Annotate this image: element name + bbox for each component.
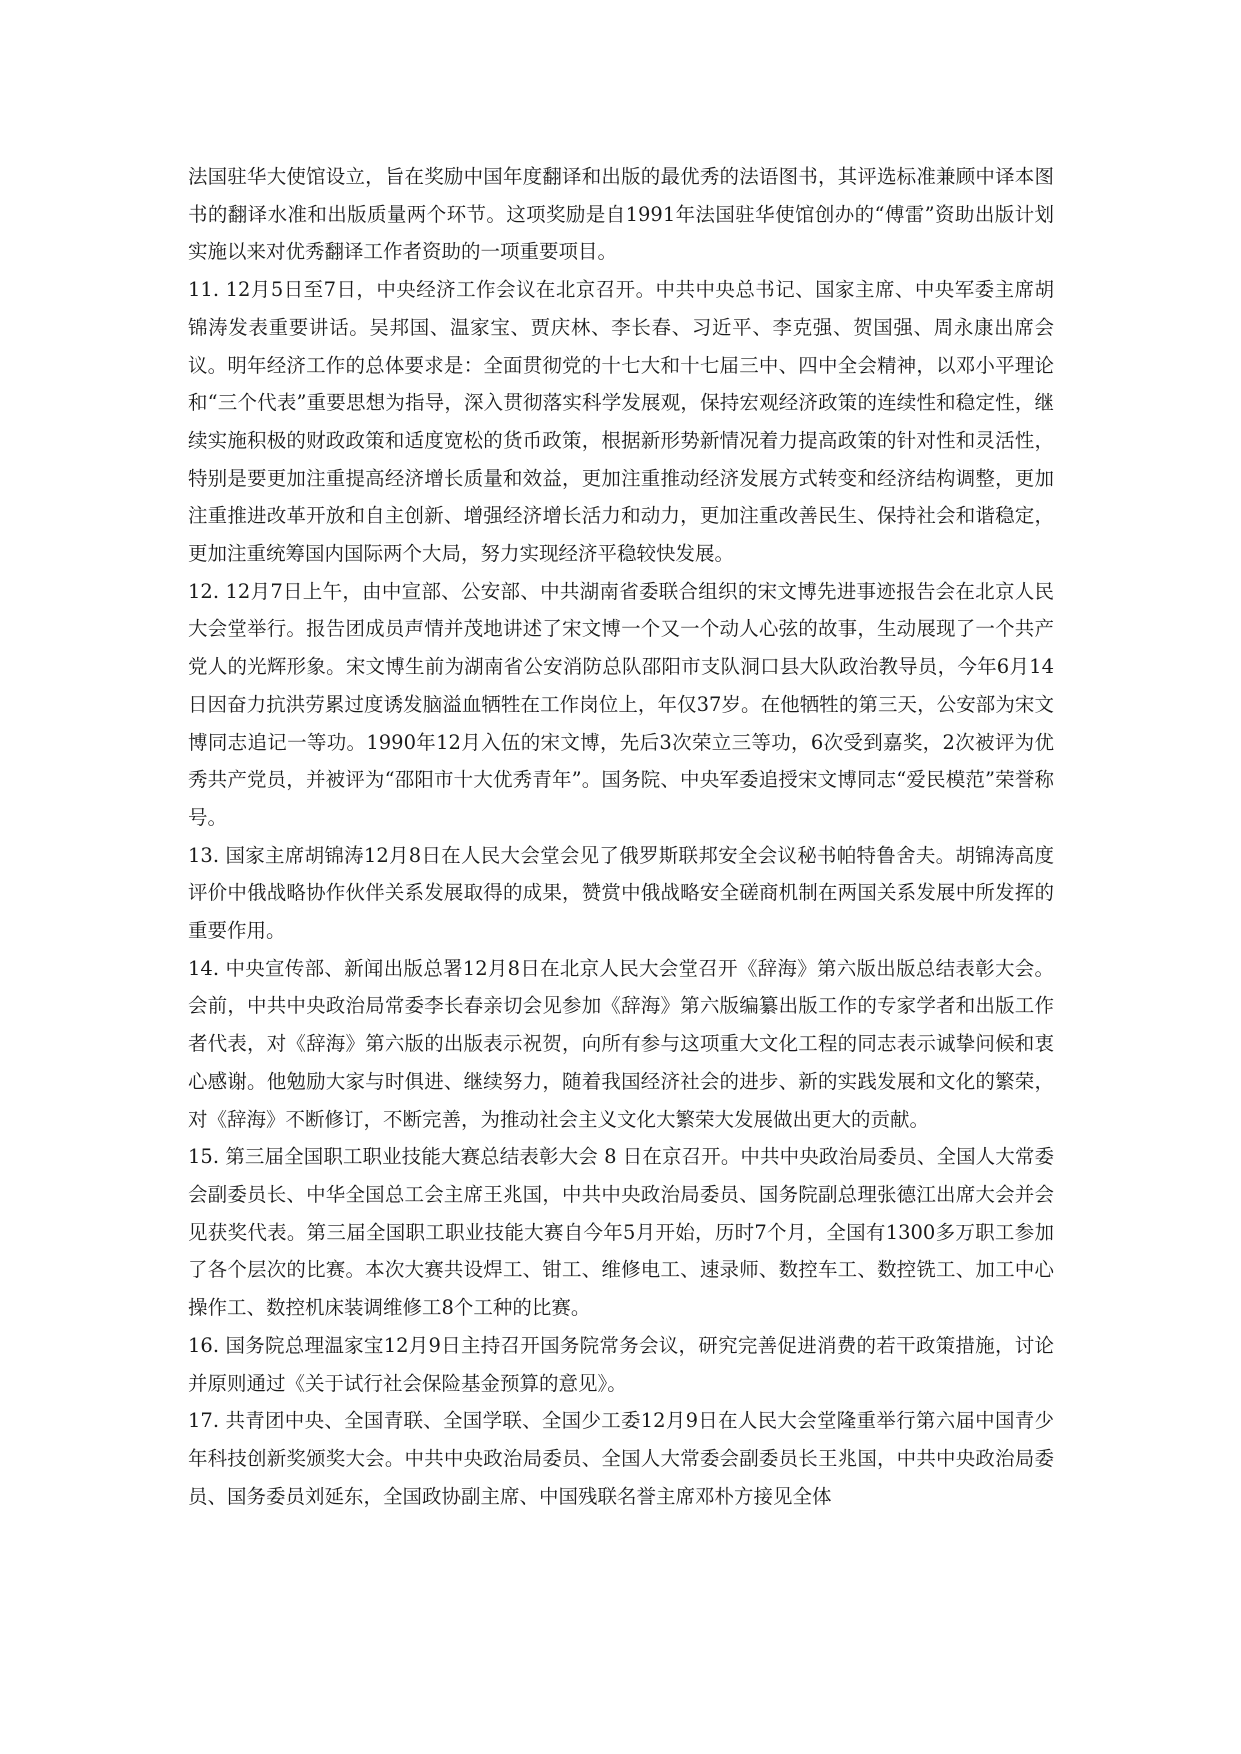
body-text xyxy=(188,158,1054,1515)
paragraph-item-13: 13. 国家主席胡锦涛12月8日在人民大会堂会见了俄罗斯联邦安全会议秘书帕特鲁舍夫。胡锦涛高度评价中俄战略协作伙伴关系发展取得的成果，赞赏中俄战略安全磋商机制在两国关系发展中所发挥的重要作用。 xyxy=(188,843,1054,943)
paragraph-fu-lei-award: 法国驻华大使馆设立，旨在奖励中国年度翻译和出版的最优秀的法语图书，其评选标准兼顾中译本图书的翻译水准和出版质量两个环节。这项奖励是自1991年法国驻华使馆创办的“傅雷”资助出版计划实施以来对优秀翻译工作者资助的一项重要项目。 xyxy=(188,165,1054,264)
paragraph-item-14: 14. 中央宣传部、新闻出版总署12月8日在北京人民大会堂召开《辞海》第六版出版总结表彰大会。会前，中共中央政治局常委李长春亲切会见参加《辞海》第六版编纂出版工作的专家学者和出版工作者代表，对《辞海》第六版的出版表示祝贺，向所有参与这项重大文化工程的同志表示诚挚问候和衷心感谢。他勉励大家与时俱进、继续努力，随着我国经济社会的进步、新的实践发展和文化的繁荣，对《辞海》不断修订，不断完善，为推动社会主义文化大繁荣大发展做出更大的贡献。 xyxy=(188,956,1054,1131)
paragraph-item-11: 11. 12月5日至7日，中央经济工作会议在北京召开。中共中央总书记、国家主席、中央军委主席胡锦涛发表重要讲话。吴邦国、温家宝、贾庆林、李长春、习近平、李克强、贺国强、周永康出席会议。明年经济工作的总体要求是：全面贯彻党的十七大和十七届三中、四中全会精神，以邓小平理论和“三个代表”重要思想为指导，深入贯彻落实科学发展观，保持宏观经济政策的连续性和稳定性，继续实施积极的财政政策和适度宽松的货币政策，根据新形势新情况着力提高政策的针对性和灵活性，特别是要更加注重提高经济增长质量和效益，更加注重推动经济发展方式转变和经济结构调整，更加注重推进改革开放和自主创新、增强经济增长活力和动力，更加注重改善民生、保持社会和谐稳定，更加注重统筹国内国际两个大局，努力实现经济平稳较快发展。 xyxy=(188,278,1054,566)
paragraph-item-12: 12. 12月7日上午，由中宣部、公安部、中共湖南省委联合组织的宋文博先进事迹报告会在北京人民大会堂举行。报告团成员声情并茂地讲述了宋文博一个又一个动人心弦的故事，生动展现了一个共产党人的光辉形象。宋文博生前为湖南省公安消防总队邵阳市支队洞口县大队政治教导员，今年6月14日因奋力抗洪劳累过度诱发脑溢血牺牲在工作岗位上，年仅37岁。在他牺牲的第三天，公安部为宋文博同志追记一等功。1990年12月入伍的宋文博，先后3次荣立三等功，6次受到嘉奖，2次被评为优秀共产党员，并被评为“邵阳市十大优秀青年”。国务院、中央军委追授宋文博同志“爱民模范”荣誉称号。 xyxy=(188,579,1054,829)
paragraph-item-15: 15. 第三届全国职工职业技能大赛总结表彰大会 8 日在京召开。中共中央政治局委员、全国人大常委会副委员长、中华全国总工会主席王兆国，中共中央政治局委员、国务院副总理张德江出席大会并会见获奖代表。第三届全国职工职业技能大赛自今年5月开始，历时7个月，全国有1300多万职工参加了各个层次的比赛。本次大赛共设焊工、钳工、维修电工、速录师、数控车工、数控铣工、加工中心操作工、数控机床装调维修工8个工种的比赛。 xyxy=(188,1145,1054,1320)
paragraph-item-16: 16. 国务院总理温家宝12月9日主持召开国务院常务会议，研究完善促进消费的若干政策措施，讨论并原则通过《关于试行社会保险基金预算的意见》。 xyxy=(188,1333,1054,1395)
paragraph-item-17: 17. 共青团中央、全国青联、全国学联、全国少工委12月9日在人民大会堂隆重举行第六届中国青少年科技创新奖颁奖大会。中共中央政治局委员、全国人大常委会副委员长王兆国，中共中央政治局委员、国务委员刘延东，全国政协副主席、中国残联名誉主席邓朴方接见全体 xyxy=(188,1409,1054,1508)
